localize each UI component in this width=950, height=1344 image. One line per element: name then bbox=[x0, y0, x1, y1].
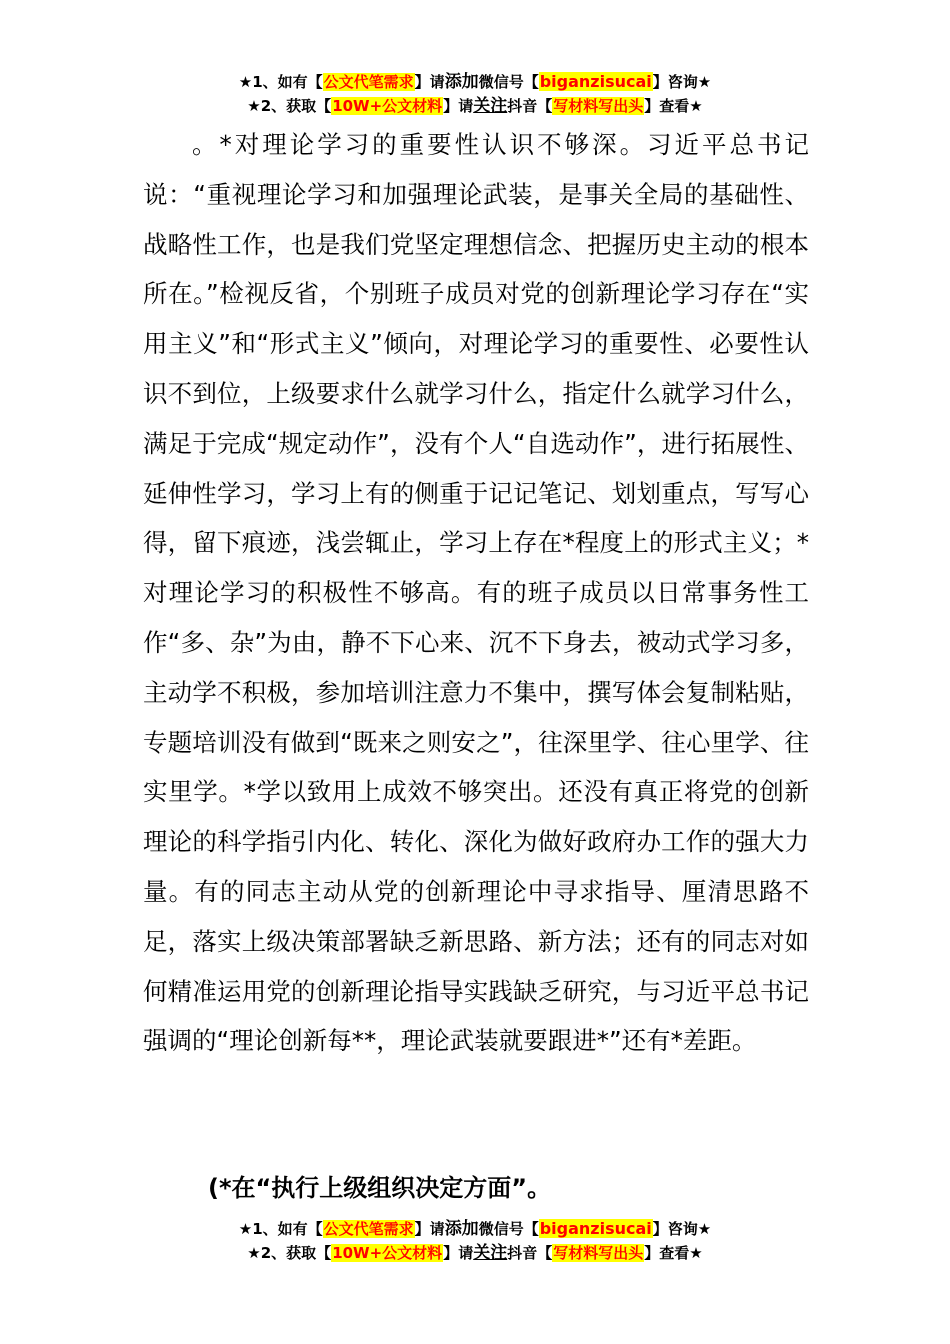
promo-line-1-prefix: ★1、如有【 bbox=[238, 1220, 323, 1238]
promo-line-1-suffix: 】咨询★ bbox=[652, 1220, 712, 1238]
promo-line-1-wechat-id: biganzisucai bbox=[539, 72, 652, 91]
promo-line-1-emphasis: 添加 bbox=[444, 72, 479, 92]
promo-line-2-douyin-account: 写材料写出头 bbox=[553, 1244, 644, 1262]
promo-line-1-mid: 】请 bbox=[414, 1220, 445, 1238]
promo-line-2-mid: 】请 bbox=[443, 1244, 474, 1262]
promo-line-1 bbox=[0, 70, 950, 94]
promo-line-1-highlight-service: 公文代笔需求 bbox=[323, 73, 414, 91]
promo-line-2-highlight-materials: 10W+公文材料 bbox=[332, 97, 443, 115]
promo-line-2-suffix: 】查看★ bbox=[644, 1244, 703, 1262]
promo-line-1-emphasis: 添加 bbox=[444, 1219, 479, 1239]
promo-line-2-emphasis: 关注 bbox=[473, 1243, 508, 1263]
promo-line-1-mid2: 微信号【 bbox=[478, 1220, 539, 1238]
section-subheading: (*在“执行上级组织决定方面”。 bbox=[208, 1174, 552, 1202]
promo-line-1-suffix: 】咨询★ bbox=[652, 73, 712, 91]
promo-line-2-mid2: 抖音【 bbox=[507, 1244, 553, 1262]
promo-line-2-emphasis: 关注 bbox=[473, 96, 508, 116]
body-paragraph: 。*对理论学习的重要性认识不够深。习近平总书记说：“重视理论学习和加强理论武装，是事关全局的基础性、战略性工作，也是我们党坚定理想信念、把握历史主动的根本所在。”检视反省，个别班子成员对党的创新理论学习存在“实用主义”和“形式主义”倾向，对理论学习的重要性、必要性认识不到位，上级要求什么就学习什么，指定什么就学习什么，满足于完成“规定动作”，没有个人“自选动作”，进行拓展性、延伸性学习，学习上有的侧重于记记笔记、划划重点，写写心得，留下痕迹，浅尝辄止，学习上存在*程度上的形式主义；*对理论学习的积极性不够高。有的班子成员以日常事务性工作“多、杂”为由，静不下心来、沉不下身去，被动式学习多，主动学不积极，参加培训注意力不集中，撰写体会复制粘贴，专题培训没有做到“既来之则安之”，往深里学、往心里学、往实里学。*学以致用上成效不够突出。还没有真正将党的创新理论的科学指引内化、转化、深化为做好政府办工作的强大力量。有的同志主动从党的创新理论中寻求指导、厘清思路不足，落实上级决策部署缺乏新思路、新方法；还有的同志对如何精准运用党的创新理论指导实践缺乏研究，与习近平总书记强调的“理论创新每**，理论武装就要跟进*”还有*差距。 bbox=[143, 130, 809, 1056]
footer-promo-banner bbox=[0, 1217, 950, 1265]
promo-line-2-mid: 】请 bbox=[443, 97, 474, 115]
promo-line-1-wechat-id: biganzisucai bbox=[539, 1219, 652, 1238]
promo-line-1-highlight-service: 公文代笔需求 bbox=[323, 1220, 414, 1238]
promo-line-1 bbox=[0, 1217, 950, 1241]
promo-line-2-suffix: 】查看★ bbox=[644, 97, 703, 115]
promo-line-1-prefix: ★1、如有【 bbox=[238, 73, 323, 91]
promo-line-2-highlight-materials: 10W+公文材料 bbox=[332, 1244, 443, 1262]
header-promo-banner bbox=[0, 70, 950, 118]
promo-line-2-prefix: ★2、获取【 bbox=[247, 97, 332, 115]
promo-line-2 bbox=[0, 94, 950, 118]
promo-line-1-mid2: 微信号【 bbox=[478, 73, 539, 91]
promo-line-2-prefix: ★2、获取【 bbox=[247, 1244, 332, 1262]
promo-line-1-mid: 】请 bbox=[414, 73, 445, 91]
promo-line-2 bbox=[0, 1241, 950, 1265]
promo-line-2-mid2: 抖音【 bbox=[507, 97, 553, 115]
promo-line-2-douyin-account: 写材料写出头 bbox=[553, 97, 644, 115]
